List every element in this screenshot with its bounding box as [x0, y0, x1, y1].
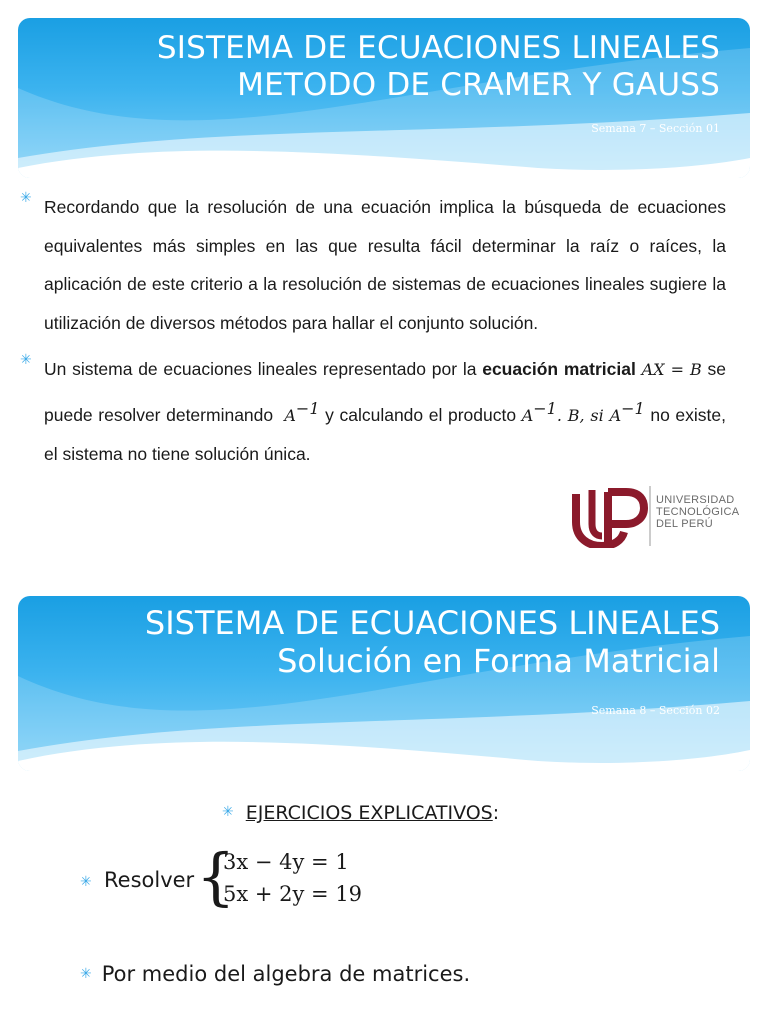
- bold-term: ecuación matricial: [482, 359, 636, 379]
- title-banner: [18, 18, 750, 178]
- bullet-list: [20, 188, 726, 481]
- bullet-item: [80, 962, 768, 986]
- equation-1: 3x − 4y = 1: [223, 850, 349, 874]
- slide-2: [0, 592, 768, 1024]
- bullet-star-icon: ✳: [20, 352, 32, 368]
- bullet-star-icon: ✳: [222, 804, 234, 820]
- slide-title: [157, 30, 720, 104]
- bullet-text: Recordando que la resolución de una ecuación implica la búsqueda de ecuaciones equivalentes más simples en las que resulta fácil determinar la raíz o raíces, la aplicación de este criterio a la resolución de sistemas de ecuaciones lineales sugiere la utilización de diversos métodos para hallar el conjunto solución.: [44, 197, 726, 333]
- brace-symbol: {: [196, 840, 236, 913]
- bullet-text-matrix: Un sistema de ecuaciones lineales representado por la ecuación matricial AX = B se puede resolver determinando $A^{-1}$ y calculando el producto $A^{-1}$. B, si $A^{-1}$ no existe, el sistema no tiene solución única.: [44, 359, 726, 464]
- university-name: UNIVERSIDAD TECNOLÓGICA DEL PERÚ: [656, 494, 740, 530]
- title-banner: [18, 596, 750, 771]
- title-line-2: METODO DE CRAMER Y GAUSS: [237, 67, 720, 104]
- university-logo: [570, 484, 750, 548]
- bullet-star-icon: ✳: [20, 190, 32, 206]
- title-line-2: Solución en Forma Matricial: [277, 642, 720, 681]
- title-line-1: SISTEMA DE ECUACIONES LINEALES: [156, 30, 720, 66]
- slide-subtitle: Semana 7 – Sección 01: [591, 122, 720, 135]
- slide-title: [145, 604, 720, 681]
- equation-system: [80, 840, 768, 920]
- resolver-label: Resolver: [104, 868, 195, 892]
- title-line-1: SISTEMA DE ECUACIONES LINEALES: [144, 604, 720, 642]
- exercise-heading: ✳ EJERCICIOS EXPLICATIVOS:: [222, 802, 500, 824]
- math-expression: AX = B: [641, 360, 702, 379]
- bullet-item: [20, 188, 726, 342]
- utp-logo-mark-icon: [570, 484, 652, 548]
- slide-subtitle: Semana 8 – Sección 02: [591, 704, 720, 717]
- bullet-item: [20, 350, 726, 473]
- bullet-star-icon: ✳: [80, 874, 92, 890]
- bullet-star-icon: ✳: [80, 966, 92, 982]
- equation-2: 5x + 2y = 19: [223, 882, 363, 906]
- bullet-text: Por medio del algebra de matrices.: [101, 962, 471, 986]
